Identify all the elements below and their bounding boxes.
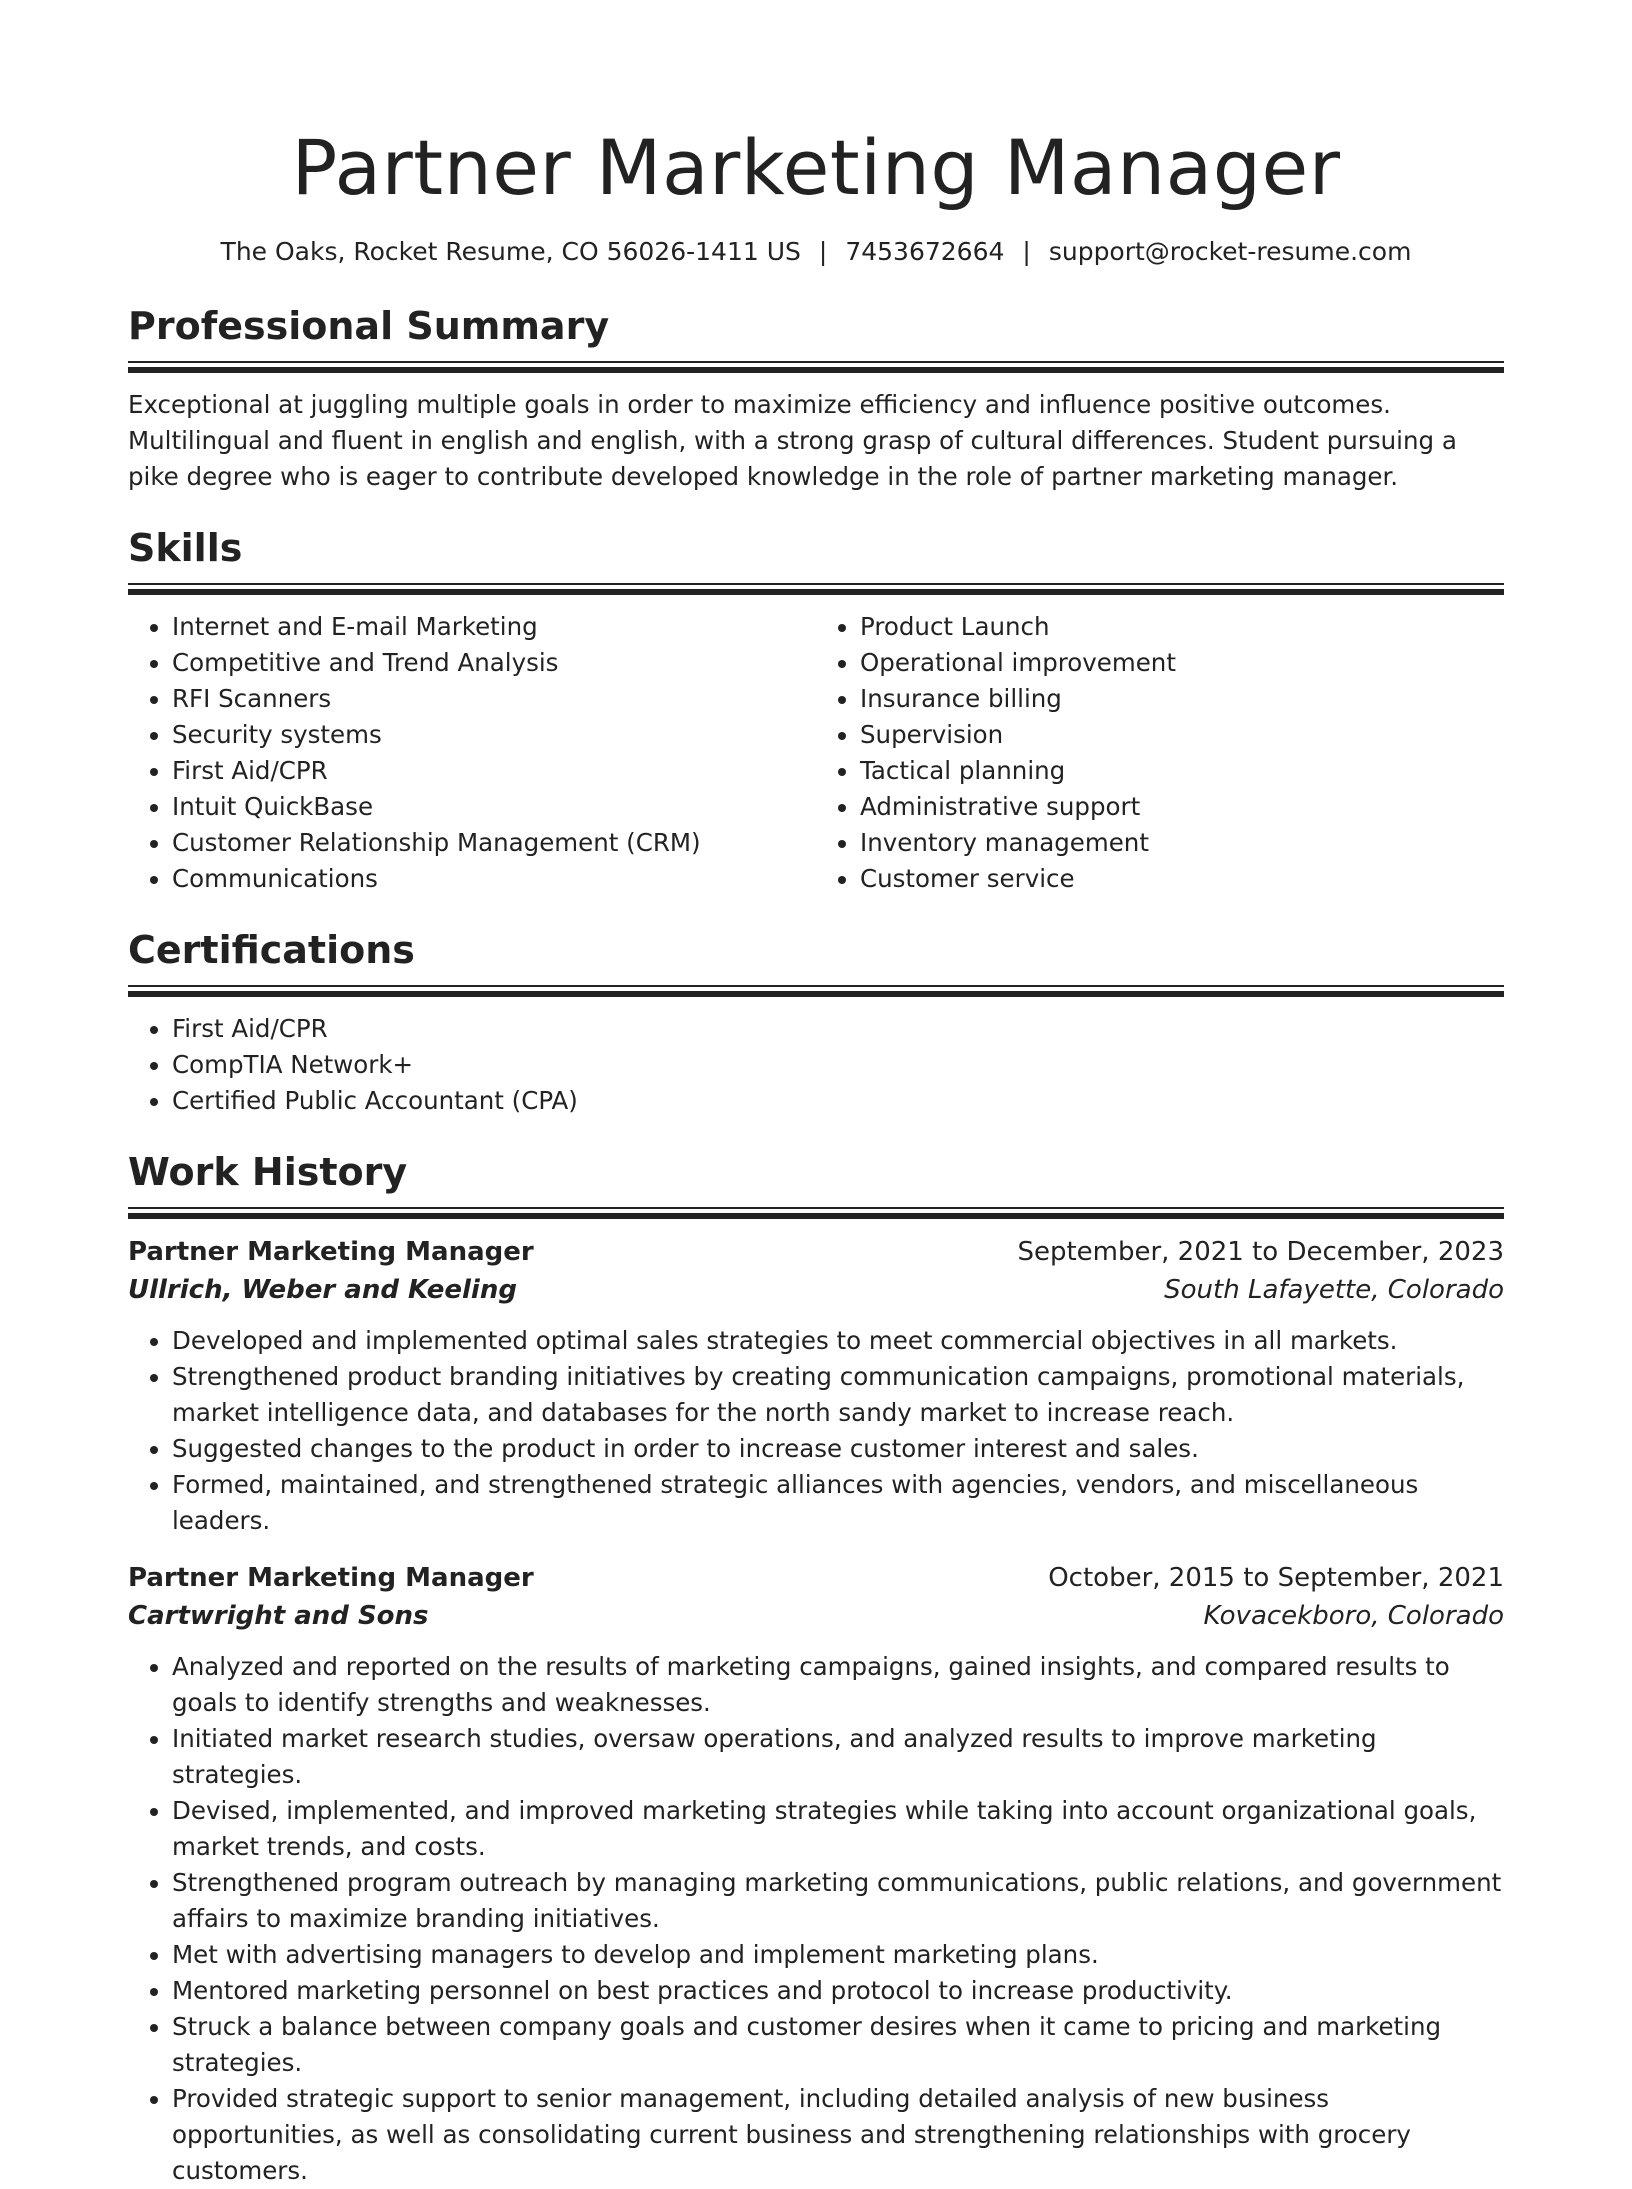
job-company-row <box>128 1597 1504 1635</box>
skill-item: • Competitive and Trend Analysis <box>172 645 816 681</box>
skill-item: • Insurance billing <box>860 681 1504 717</box>
skill-item: • RFI Scanners <box>172 681 816 717</box>
contact-line <box>128 236 1504 268</box>
job-bullets <box>128 1323 1504 1539</box>
job-bullet: • Devised, implemented, and improved marketing strategies while taking into account organizational goals, market trends, and costs. <box>172 1793 1504 1865</box>
job-company-row <box>128 1271 1504 1309</box>
skill-item: • Internet and E-mail Marketing <box>172 609 816 645</box>
skill-item: • Inventory management <box>860 825 1504 861</box>
job-dates: September, 2021 to December, 2023 <box>1017 1237 1504 1267</box>
job-entry <box>128 1233 1504 1539</box>
skill-item: • Supervision <box>860 717 1504 753</box>
job-company: Cartwright and Sons <box>128 1601 429 1631</box>
job-bullet: • Analyzed and reported on the results of marketing campaigns, gained insights, and compared results to goals to identify strengths and weaknesses. <box>172 1649 1504 1721</box>
skill-item: • Communications <box>172 861 816 897</box>
skills-section <box>128 523 1504 897</box>
skill-item: • Administrative support <box>860 789 1504 825</box>
job-bullet: • Struck a balance between company goals and customer desires when it came to pricing and marketing strategies. <box>172 2009 1504 2081</box>
job-bullet: • Strengthened program outreach by managing marketing communications, public relations, and government affairs to maximize branding initiatives. <box>172 1865 1504 1937</box>
certification-item: • CompTIA Network+ <box>172 1047 1504 1083</box>
job-bullet: • Suggested changes to the product in order to increase customer interest and sales. <box>172 1431 1504 1467</box>
skills-left-list <box>128 609 816 897</box>
skills-heading: Skills <box>128 526 243 570</box>
section-divider <box>128 1207 1504 1219</box>
skills-grid <box>128 595 1504 897</box>
skill-item: • Security systems <box>172 717 816 753</box>
summary-text: Exceptional at juggling multiple goals in order to maximize efficiency and influence positive outcomes. Multilingual and fluent in english and english, with a strong grasp of cultural differences. Student pursuing a pike degree who is eager to contribute developed knowledge in the role of partner marketing manager. <box>128 390 1457 491</box>
skill-item: • Operational improvement <box>860 645 1504 681</box>
job-bullet: • Initiated market research studies, oversaw operations, and analyzed results to improve marketing strategies. <box>172 1721 1504 1793</box>
work-history-heading: Work History <box>128 1150 408 1194</box>
job-header-row <box>128 1559 1504 1597</box>
skill-item: • First Aid/CPR <box>172 753 816 789</box>
skill-item: • Customer Relationship Management (CRM) <box>172 825 816 861</box>
job-title: Partner Marketing Manager <box>128 1563 534 1593</box>
work-history-section <box>128 1147 1504 2189</box>
certifications-heading: Certifications <box>128 928 415 972</box>
skill-item: • Customer service <box>860 861 1504 897</box>
job-header-row <box>128 1233 1504 1271</box>
job-location: Kovacekboro, Colorado <box>1203 1601 1504 1631</box>
job-bullet: • Mentored marketing personnel on best practices and protocol to increase productivity. <box>172 1973 1504 2009</box>
summary-heading: Professional Summary <box>128 304 610 348</box>
job-entry <box>128 1559 1504 2189</box>
certifications-list <box>128 1011 1504 1119</box>
contact-email: support@rocket-resume.com <box>1048 237 1412 266</box>
job-dates: October, 2015 to September, 2021 <box>1048 1563 1504 1593</box>
job-bullet: • Strengthened product branding initiatives by creating communication campaigns, promotional materials, market intelligence data, and databases for the north sandy market to increase reach. <box>172 1359 1504 1431</box>
job-location: South Lafayette, Colorado <box>1164 1275 1504 1305</box>
skill-item: • Product Launch <box>860 609 1504 645</box>
certification-item: • First Aid/CPR <box>172 1011 1504 1047</box>
contact-separator: | <box>1022 237 1031 266</box>
job-title: Partner Marketing Manager <box>128 1237 534 1267</box>
job-bullet: • Developed and implemented optimal sales strategies to meet commercial objectives in all markets. <box>172 1323 1504 1359</box>
section-divider <box>128 985 1504 997</box>
certifications-section <box>128 925 1504 1119</box>
skills-right-list <box>816 609 1504 897</box>
section-divider <box>128 583 1504 595</box>
job-bullet: • Provided strategic support to senior management, including detailed analysis of new business opportunities, as well as consolidating current business and strengthening relationships with grocery customers. <box>172 2081 1504 2189</box>
job-bullets <box>128 1649 1504 2189</box>
contact-separator: | <box>818 237 828 266</box>
job-company: Ullrich, Weber and Keeling <box>128 1275 517 1305</box>
job-bullet: • Formed, maintained, and strengthened strategic alliances with agencies, vendors, and miscellaneous leaders. <box>172 1467 1504 1539</box>
resume-name: Partner Marketing Manager <box>291 123 1341 212</box>
contact-address: The Oaks, Rocket Resume, CO 56026-1411 US <box>220 237 801 266</box>
skill-item: • Intuit QuickBase <box>172 789 816 825</box>
section-divider <box>128 361 1504 373</box>
summary-section <box>128 301 1504 495</box>
skill-item: • Tactical planning <box>860 753 1504 789</box>
contact-phone: 7453672664 <box>845 237 1005 266</box>
job-bullet: • Met with advertising managers to develop and implement marketing plans. <box>172 1937 1504 1973</box>
certification-item: • Certified Public Accountant (CPA) <box>172 1083 1504 1119</box>
